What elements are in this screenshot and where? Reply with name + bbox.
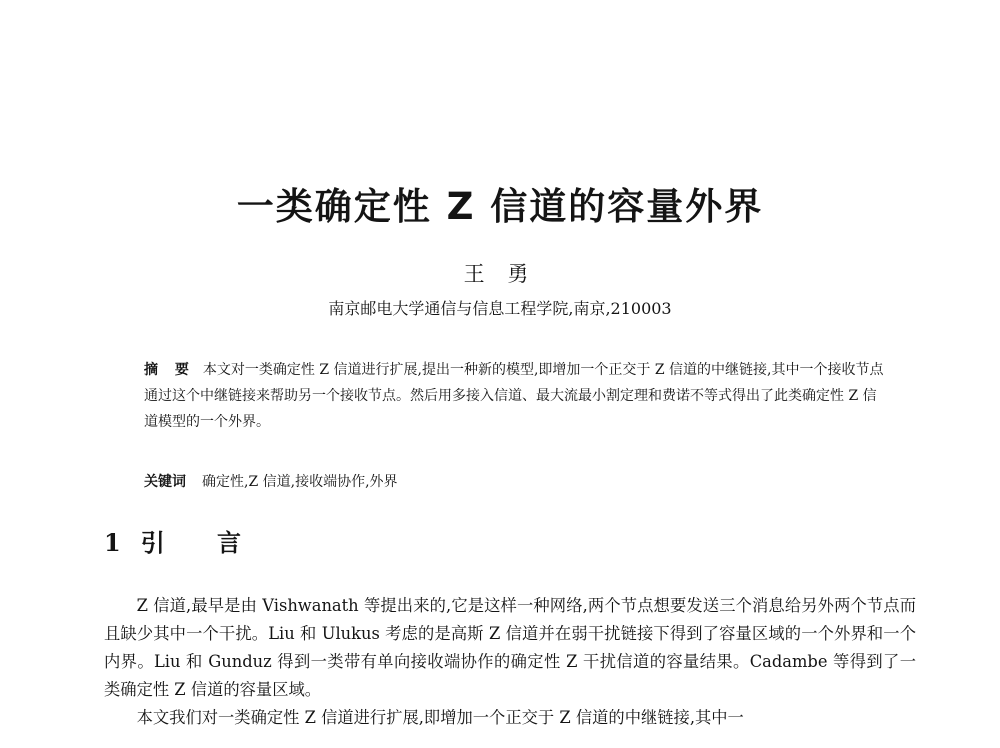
paper-title: 一类确定性 Z 信道的容量外界 bbox=[236, 185, 764, 228]
abstract-text: 本文对一类确定性 Z 信道进行扩展,提出一种新的模型,即增加一个正交于 Z 信道的中继链接,其中一个接收节点通过这个中继链接来帮助另一个接收节点。然后用多接入信道、最大流最小割定理和费诺不等式得出了此类确定性 Z 信道模型的一个外界。 bbox=[144, 362, 884, 430]
author-affiliation: 南京邮电大学通信与信息工程学院,南京,210003 bbox=[328, 299, 672, 318]
section-title: 引 言 bbox=[140, 529, 264, 557]
body-text bbox=[104, 592, 916, 732]
keywords bbox=[144, 469, 884, 495]
body-paragraph: 本文我们对一类确定性 Z 信道进行扩展,即增加一个正交于 Z 信道的中继链接,其中一 bbox=[136, 708, 744, 727]
body-paragraph: Z 信道,最早是由 Vishwanath 等提出来的,它是这样一种网络,两个节点想要发送三个消息给另外两个节点而且缺少其中一个干扰。Liu 和 Ulukus 考虑的是高斯 Z 信道并在弱干扰链接下得到了容量区域的一个外界和一个内界。Liu 和 Gunduz 得到一类带有单向接收端协作的确定性 Z 干扰信道的容量结果。Cadambe 等得到了一类确定性 Z 信道的容量区域。 bbox=[104, 596, 916, 699]
keywords-label: 关键词 bbox=[144, 474, 186, 490]
abstract-label: 摘 要 bbox=[144, 362, 195, 378]
abstract bbox=[144, 357, 884, 435]
section-heading bbox=[104, 527, 263, 559]
section-number: 1 bbox=[104, 528, 121, 557]
author-name: 王 勇 bbox=[463, 262, 537, 286]
keywords-text: 确定性,Z 信道,接收端协作,外界 bbox=[202, 474, 398, 490]
